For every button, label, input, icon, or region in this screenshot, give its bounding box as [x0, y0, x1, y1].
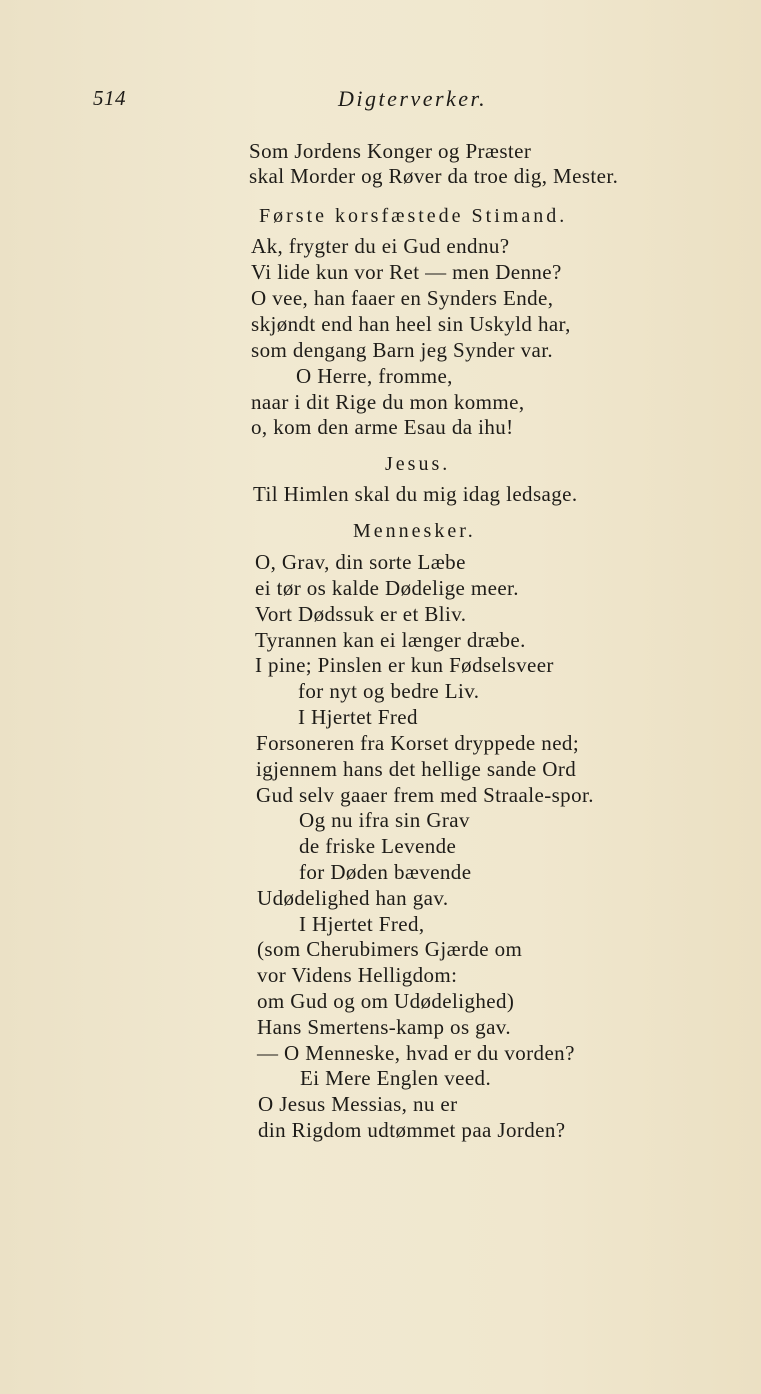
verse-line: Og nu ifra sin Grav	[299, 808, 470, 832]
verse-line: I pine; Pinslen er kun Fødselsveer	[255, 653, 554, 677]
verse-line: Hans Smertens-kamp os gav.	[257, 1015, 511, 1039]
verse-line: om Gud og om Udødelighed)	[257, 989, 515, 1013]
verse-line: Ei Mere Englen veed.	[300, 1066, 492, 1090]
verse-line: igjennem hans det hellige sande Ord	[256, 757, 577, 781]
verse-line: naar i dit Rige du mon komme,	[251, 390, 525, 414]
verse-line: (som Cherubimers Gjærde om	[257, 937, 523, 961]
verse-line: Som Jordens Konger og Præster	[249, 139, 532, 163]
verse-line: Forsoneren fra Korset dryppede ned;	[256, 731, 580, 755]
verse-line: Vort Dødssuk er et Bliv.	[255, 602, 467, 626]
verse-line: for Døden bævende	[299, 860, 472, 884]
verse-line: ei tør os kalde Dødelige meer.	[255, 576, 519, 600]
verse-line: Udødelighed han gav.	[257, 886, 449, 910]
verse-line: I Hjertet Fred	[298, 705, 418, 729]
verse-line: Vi lide kun vor Ret — men Denne?	[251, 260, 562, 284]
speaker-heading: Første korsfæstede Stimand.	[259, 205, 568, 227]
verse-line: Ak, frygter du ei Gud endnu?	[251, 234, 510, 258]
verse-line: skal Morder og Røver da troe dig, Mester.	[249, 164, 619, 188]
verse-line: din Rigdom udtømmet paa Jorden?	[258, 1118, 566, 1142]
verse-line: o, kom den arme Esau da ihu!	[251, 415, 514, 439]
verse-line: for nyt og bedre Liv.	[298, 679, 480, 703]
verse-line: — O Menneske, hvad er du vorden?	[257, 1041, 575, 1065]
verse-line: I Hjertet Fred,	[299, 912, 425, 936]
verse-line: O vee, han faaer en Synders Ende,	[251, 286, 554, 310]
verse-line: skjøndt end han heel sin Uskyld har,	[251, 312, 571, 336]
verse-line: Til Himlen skal du mig idag ledsage.	[253, 482, 578, 506]
verse-line: Tyrannen kan ei længer dræbe.	[255, 628, 526, 652]
speaker-heading: Mennesker.	[353, 520, 476, 542]
verse-line: vor Videns Helligdom:	[257, 963, 458, 987]
verse-line: O, Grav, din sorte Læbe	[255, 550, 466, 574]
verse-line: Gud selv gaaer frem med Straale-spor.	[256, 783, 594, 807]
verse-line: de friske Levende	[299, 834, 457, 858]
verse-line: O Herre, fromme,	[296, 364, 453, 388]
speaker-heading: Jesus.	[385, 453, 451, 475]
page-number: 514	[93, 86, 126, 110]
verse-line: O Jesus Messias, nu er	[258, 1092, 458, 1116]
running-title: Digterverker.	[338, 86, 488, 111]
verse-line: som dengang Barn jeg Synder var.	[251, 338, 554, 362]
